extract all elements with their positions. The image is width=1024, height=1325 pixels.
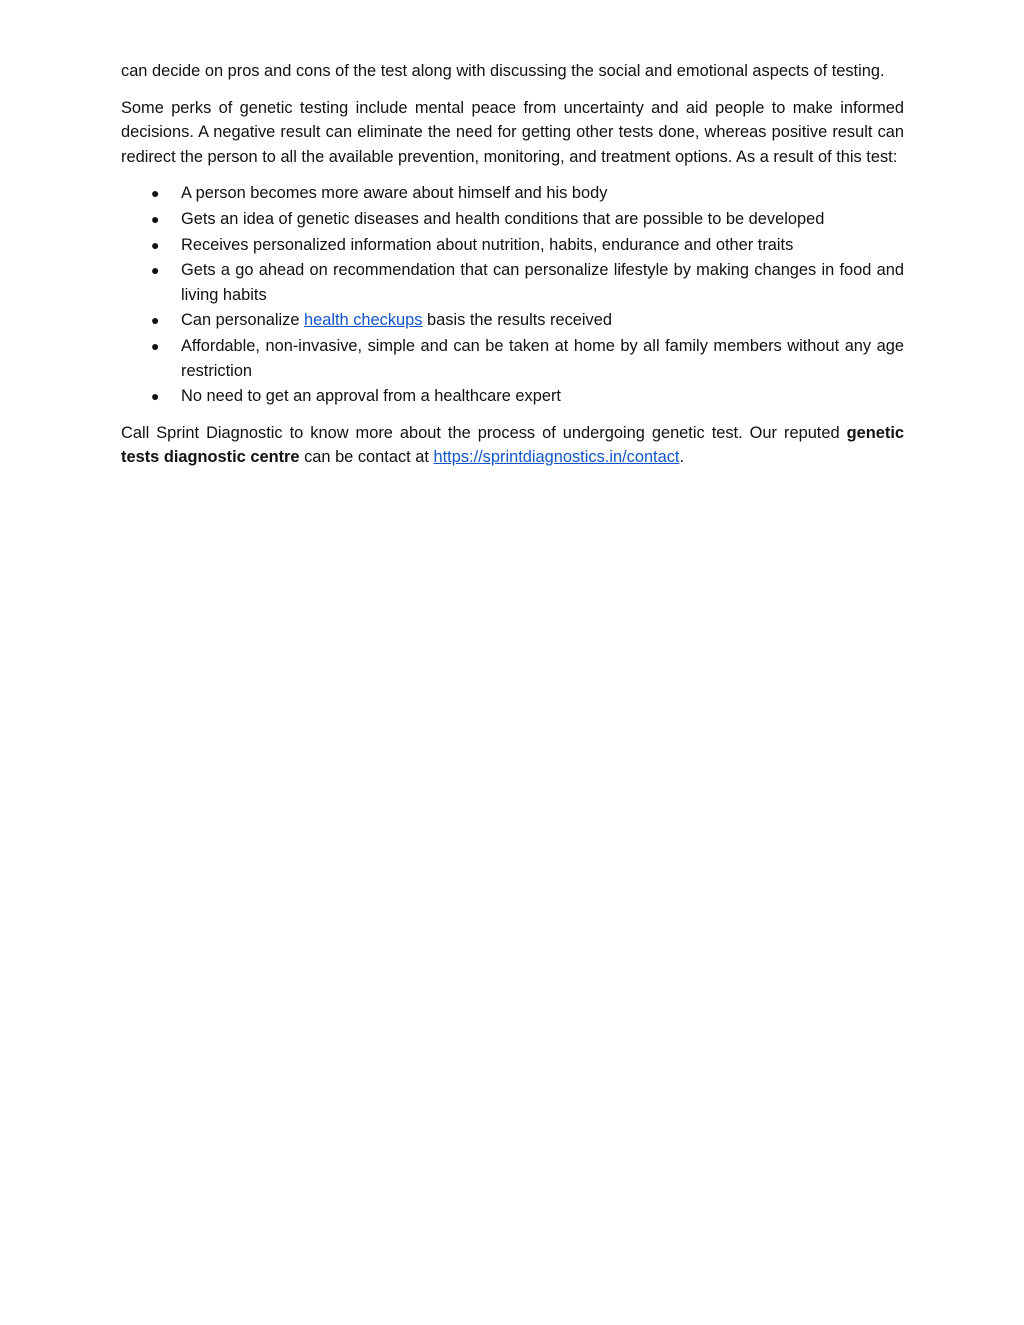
list-item-text-after-link: basis the results received <box>422 311 612 330</box>
bullet-icon: ● <box>151 210 160 227</box>
list-item-text: No need to get an approval from a healthcare expert <box>181 387 561 406</box>
bullet-icon: ● <box>151 312 160 329</box>
closing-text-middle: can be contact at <box>299 448 434 467</box>
list-item-text: Gets an idea of genetic diseases and health conditions that are possible to be developed <box>181 209 825 228</box>
list-item <box>121 207 904 232</box>
closing-text-before: Call Sprint Diagnostic to know more about the process of undergoing genetic test. Our reputed <box>121 423 847 442</box>
closing-bold-text: genetic tests diagnostic centre <box>121 423 904 467</box>
list-item <box>121 233 904 258</box>
list-item-text-before-link: Can personalize <box>181 311 305 330</box>
list-item-text: Receives personalized information about nutrition, habits, endurance and other traits <box>181 235 794 254</box>
list-item <box>121 334 904 383</box>
bullet-icon: ● <box>151 262 160 279</box>
list-item <box>121 181 904 206</box>
bullet-icon: ● <box>151 337 160 354</box>
closing-text-after: . <box>679 448 685 467</box>
list-item-text: Gets a go ahead on recommendation that can personalize lifestyle by making changes in food and living habits <box>181 261 904 304</box>
bullet-icon: ● <box>151 185 160 202</box>
paragraph-closing <box>121 421 904 470</box>
document-page <box>121 59 904 482</box>
health-checkups-link[interactable]: health checkups <box>304 311 423 330</box>
paragraph-intro: can decide on pros and cons of the test along with discussing the social and emotional aspects of testing. <box>121 62 885 80</box>
paragraph-perks: Some perks of genetic testing include mental peace from uncertainty and aid people to make informed decisions. A negative result can eliminate the need for getting other tests done, whereas positive result can redirect the person to all the available prevention, monitoring, and treatment options. As a result of this test: <box>121 98 904 166</box>
list-item <box>121 258 904 307</box>
contact-link[interactable]: https://sprintdiagnostics.in/contact <box>433 448 680 467</box>
list-item <box>121 384 904 409</box>
benefits-list <box>121 181 904 408</box>
bullet-icon: ● <box>151 236 160 253</box>
bullet-icon: ● <box>151 388 160 405</box>
list-item <box>121 308 904 333</box>
list-item-text: A person becomes more aware about himself and his body <box>181 184 608 203</box>
list-item-text: Affordable, non-invasive, simple and can be taken at home by all family members without any age restriction <box>181 336 904 380</box>
